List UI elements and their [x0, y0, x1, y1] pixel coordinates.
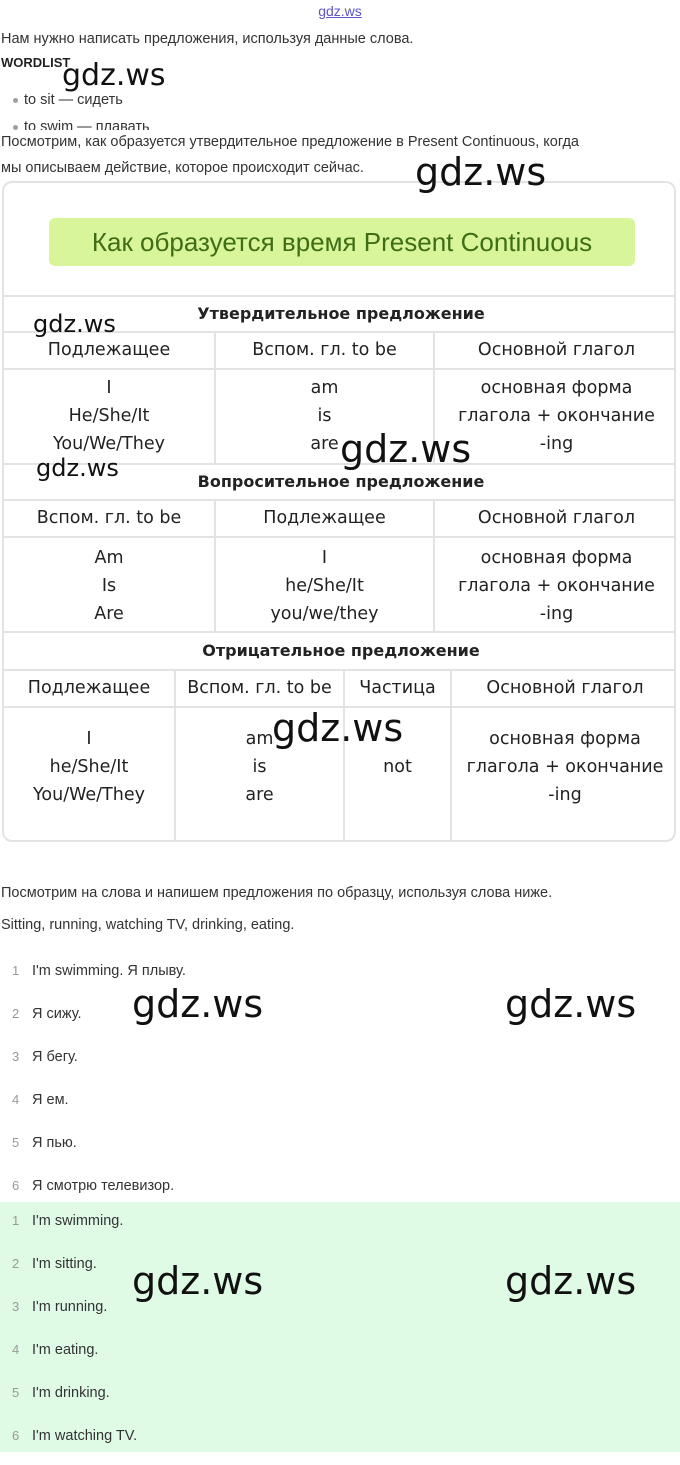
- answer-item: 3 I'm running.: [12, 1299, 108, 1315]
- column-header: Частица: [359, 678, 436, 698]
- main-verb-cell: основная форма глагола + окончание -ing: [458, 378, 655, 454]
- watermark: gdz.ws: [132, 982, 264, 1026]
- intro-text: Нам нужно написать предложения, используя данные слова.: [1, 31, 414, 47]
- watermark: gdz.ws: [415, 150, 547, 194]
- negative-heading: Отрицательное предложение: [202, 641, 480, 660]
- watermark: gdz.ws: [272, 706, 404, 750]
- list-item: 3 Я бегу.: [12, 1049, 78, 1065]
- answer-item: 1 I'm swimming.: [12, 1213, 124, 1229]
- auxiliary-cell: am is are: [310, 378, 339, 454]
- answer-item: 6 I'm watching TV.: [12, 1428, 138, 1444]
- column-header: Основной глагол: [477, 508, 636, 528]
- subject-cell: I he/She/It you/we/they: [270, 548, 379, 624]
- affirmative-heading: Утвердительное предложение: [197, 304, 485, 323]
- task-text: Посмотрим на слова и напишем предложения по образцу, используя слова ниже.: [1, 885, 553, 901]
- watermark: gdz.ws: [505, 1259, 637, 1303]
- auxiliary-cell: Am Is Are: [94, 548, 124, 624]
- bullet-icon: [13, 98, 18, 103]
- watermark: gdz.ws: [33, 310, 116, 338]
- watermark: gdz.ws: [340, 427, 472, 471]
- list-item: 6 Я смотрю телевизор.: [12, 1178, 175, 1194]
- auxiliary-cell: am is are: [245, 729, 274, 805]
- column-header: Подлежащее: [27, 678, 151, 698]
- main-verb-cell: основная форма глагола + окончание -ing: [466, 729, 664, 805]
- column-header: Вспом. гл. to be: [187, 678, 332, 698]
- list-item: 1 I'm swimming. Я плыву.: [12, 963, 186, 979]
- list-item: 5 Я пью.: [12, 1135, 77, 1151]
- task-words: Sitting, running, watching TV, drinking, eating.: [1, 917, 295, 933]
- column-header: Вспом. гл. to be: [36, 508, 182, 528]
- watermark: gdz.ws: [505, 982, 637, 1026]
- watermark: gdz.ws: [132, 1259, 264, 1303]
- wordlist-title: WORDLIST: [1, 55, 71, 70]
- wordlist-item: to swim — плавать: [13, 119, 150, 130]
- column-header: Подлежащее: [47, 340, 171, 360]
- particle-cell: not: [383, 757, 412, 777]
- answer-item: 2 I'm sitting.: [12, 1256, 97, 1272]
- column-header: Основной глагол: [486, 678, 644, 698]
- list-item: 4 Я ем.: [12, 1092, 69, 1108]
- explain-text-line1: Посмотрим, как образуется утвердительное предложение в Present Continuous, когда: [1, 134, 579, 150]
- watermark: gdz.ws: [36, 454, 119, 482]
- column-header: Подлежащее: [263, 508, 386, 528]
- question-heading: Вопросительное предложение: [197, 472, 485, 491]
- watermark: gdz.ws: [62, 58, 166, 93]
- site-link[interactable]: gdz.ws: [318, 3, 362, 19]
- main-verb-cell: основная форма глагола + окончание -ing: [458, 548, 655, 624]
- answer-item: 5 I'm drinking.: [12, 1385, 110, 1401]
- column-header: Основной глагол: [477, 340, 636, 360]
- table-title: Как образуется время Present Continuous: [49, 218, 635, 266]
- column-header: Вспом. гл. to be: [252, 340, 397, 360]
- explain-text-line2: мы описываем действие, которое происходит сейчас.: [1, 160, 364, 176]
- subject-cell: I He/She/It You/We/They: [53, 378, 165, 454]
- wordlist-item: to sit — сидеть: [13, 92, 123, 108]
- wordlist: [0, 90, 680, 130]
- answer-item: 4 I'm eating.: [12, 1342, 99, 1358]
- subject-cell: I he/She/It You/We/They: [33, 729, 145, 805]
- list-item: 2 Я сижу.: [12, 1006, 82, 1022]
